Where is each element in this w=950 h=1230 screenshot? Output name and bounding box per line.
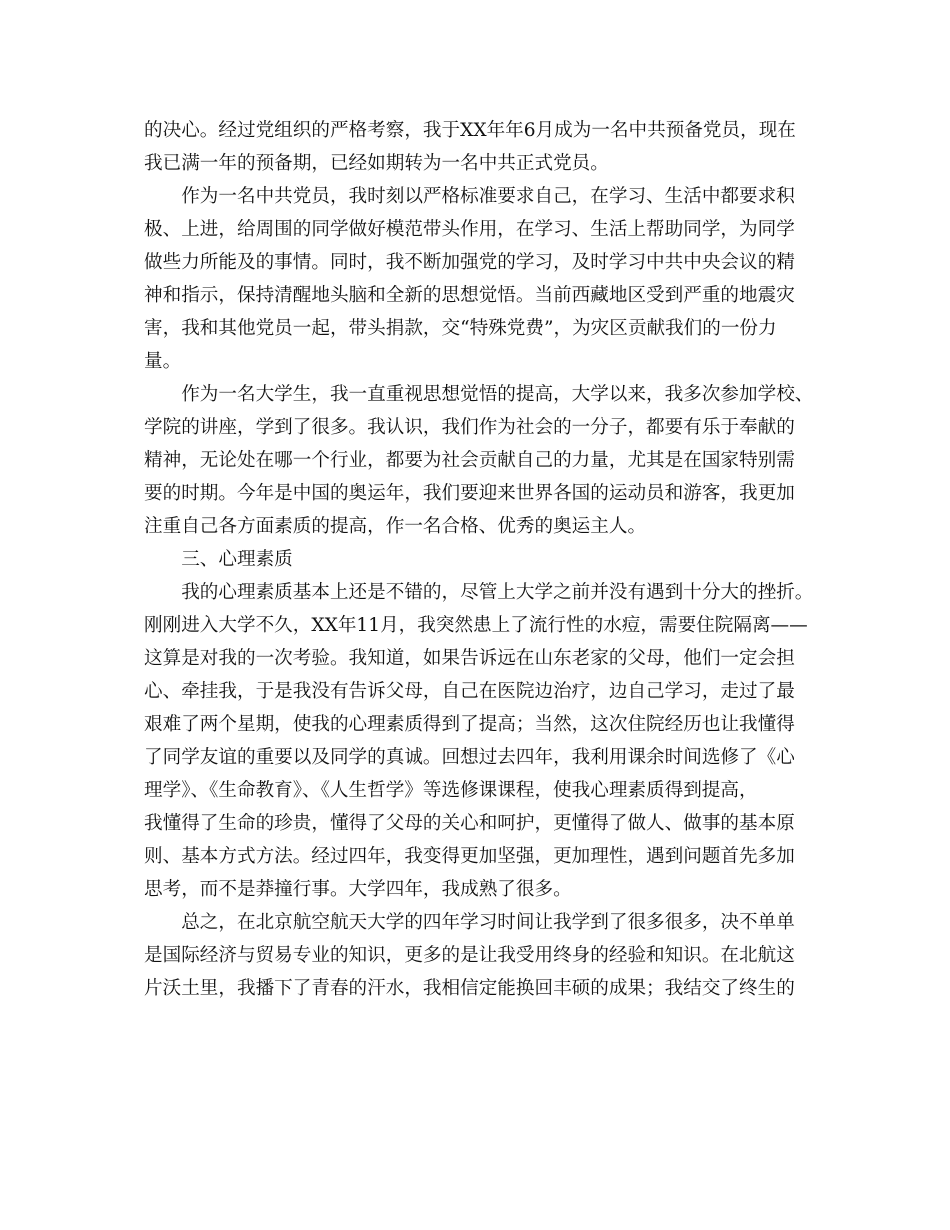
text-line: 了同学友谊的重要以及同学的真诚。回想过去四年，我利用课余时间选修了《心	[144, 747, 795, 768]
text-line: 的决心。经过党组织的严格考察，我于XX年年6月成为一名中共预备党员，现在	[144, 120, 796, 141]
text-line: 刚刚进入大学不久，XX年11月，我突然患上了流行性的水痘，需要住院隔离——	[144, 615, 808, 636]
text-line: 这算是对我的一次考验。我知道，如果告诉远在山东老家的父母，他们一定会担	[144, 648, 795, 669]
text-line: 作为一名中共党员，我时刻以严格标准要求自己，在学习、生活中都要求积	[144, 186, 795, 207]
text-line: 片沃土里，我播下了青春的汗水，我相信定能换回丰硕的成果；我结交了终生的	[144, 978, 795, 999]
text-line: 是国际经济与贸易专业的知识，更多的是让我受用终身的经验和知识。在北航这	[144, 945, 795, 966]
text-line: 思考，而不是莽撞行事。大学四年，我成熟了很多。	[144, 879, 572, 900]
text-line: 艰难了两个星期，使我的心理素质得到了提高；当然，这次住院经历也让我懂得	[144, 714, 795, 735]
text-line: 理学》、《生命教育》、《人生哲学》等选修课课程，使我心理素质得到提高，	[144, 780, 758, 801]
body-text	[144, 114, 816, 1005]
text-line: 要的时期。今年是中国的奥运年，我们要迎来世界各国的运动员和游客，我更加	[144, 483, 795, 504]
text-line: 注重自己各方面素质的提高，作一名合格、优秀的奥运主人。	[144, 516, 647, 537]
text-line: 我已满一年的预备期，已经如期转为一名中共正式党员。	[144, 153, 609, 174]
section-heading: 三、心理素质	[144, 549, 293, 570]
text-line: 精神，无论处在哪一个行业，都要为社会贡献自己的力量，尤其是在国家特别需	[144, 450, 795, 471]
text-line: 学院的讲座，学到了很多。我认识，我们作为社会的一分子，都要有乐于奉献的	[144, 417, 795, 438]
text-line: 神和指示，保持清醒地头脑和全新的思想觉悟。当前西藏地区受到严重的地震灾	[144, 285, 795, 306]
text-line: 我懂得了生命的珍贵，懂得了父母的关心和呵护，更懂得了做人、做事的基本原	[144, 813, 795, 834]
text-line: 极、上进，给周围的同学做好模范带头作用，在学习、生活上帮助同学，为同学	[144, 219, 795, 240]
text-line: 量。	[144, 351, 182, 372]
text-line: 总之，在北京航空航天大学的四年学习时间让我学到了很多很多，决不单单	[144, 912, 795, 933]
text-line: 害，我和其他党员一起，带头捐款，交“特殊党费”，为灾区贡献我们的一份力	[144, 318, 777, 339]
text-line: 我的心理素质基本上还是不错的，尽管上大学之前并没有遇到十分大的挫折。	[144, 582, 814, 603]
text-line: 则、基本方式方法。经过四年，我变得更加坚强，更加理性，遇到问题首先多加	[144, 846, 795, 867]
text-line: 作为一名大学生，我一直重视思想觉悟的提高，大学以来，我多次参加学校、	[144, 384, 814, 405]
text-line: 心、牵挂我，于是我没有告诉父母，自己在医院边治疗，边自己学习，走过了最	[144, 681, 795, 702]
text-line: 做些力所能及的事情。同时，我不断加强党的学习，及时学习中共中央会议的精	[144, 252, 795, 273]
